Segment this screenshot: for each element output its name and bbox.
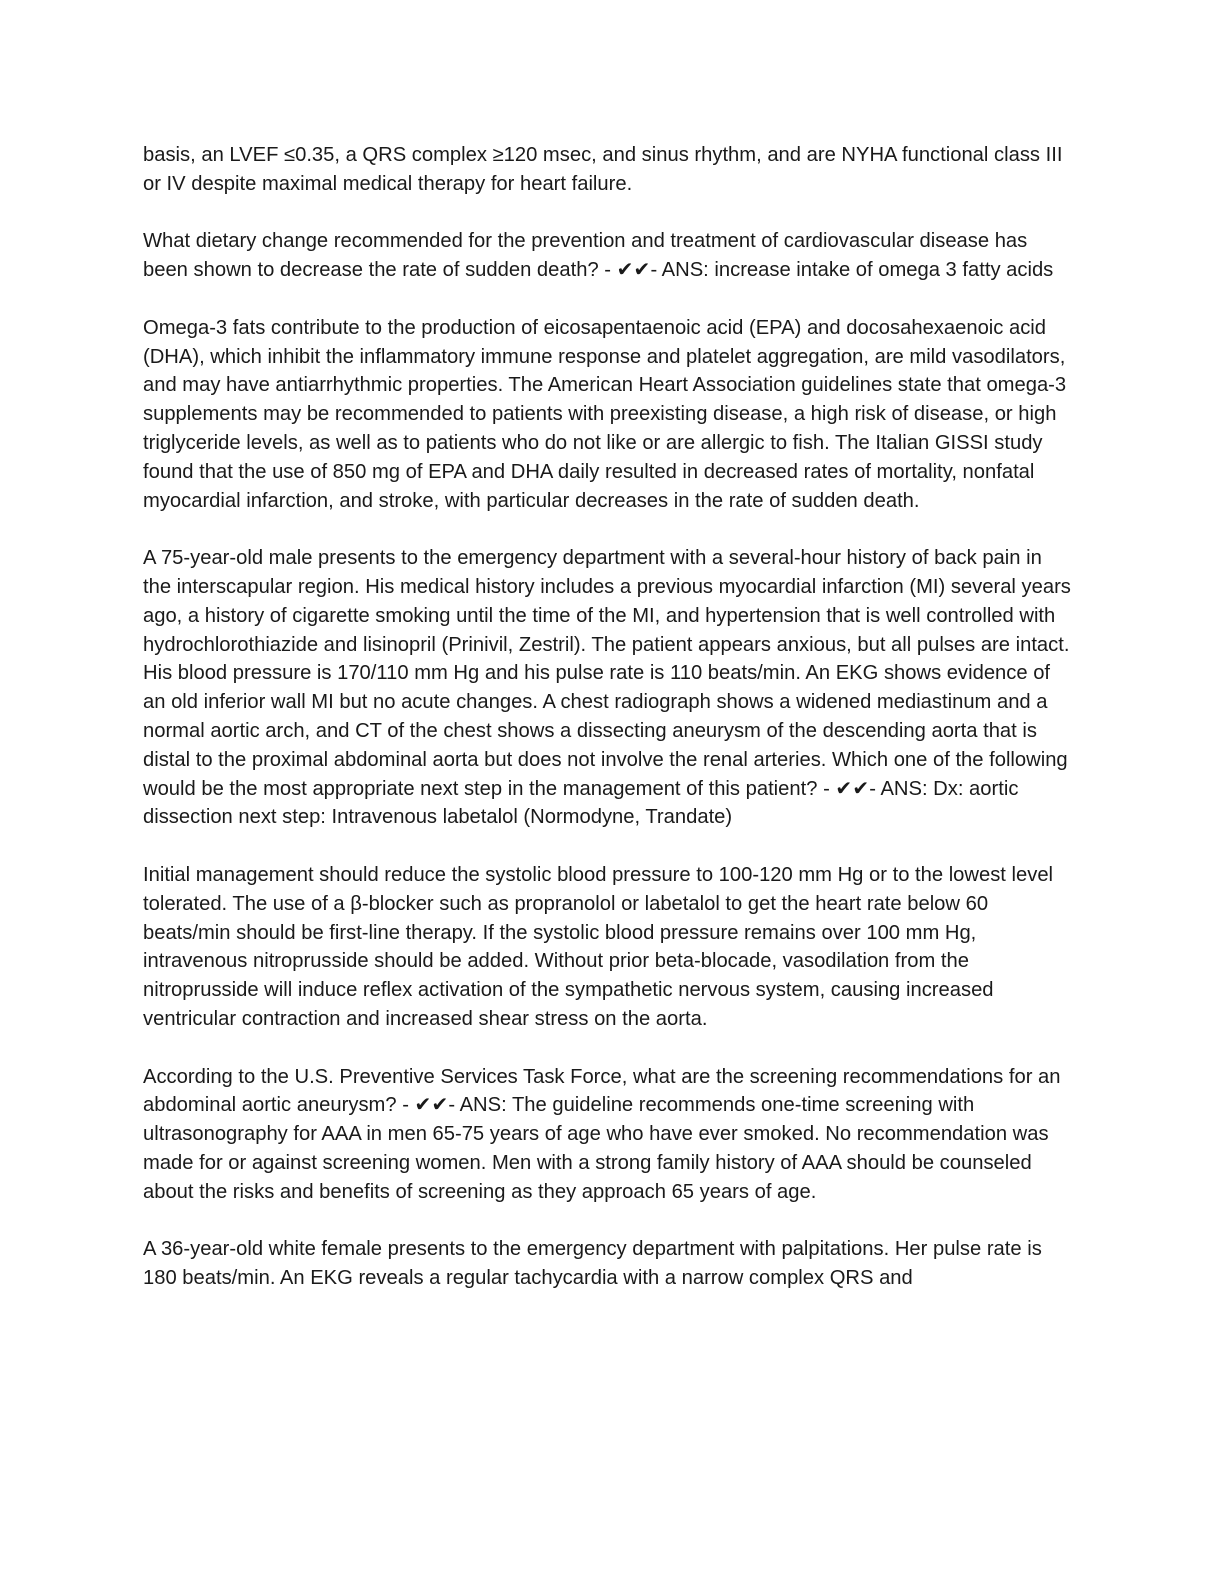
paragraph-question-palpitations: A 36-year-old white female presents to the emergency department with palpitations. Her pulse rate is 180 beats/min. An EKG reveals a regular tachycardia with a narrow complex QRS and: [143, 1238, 1042, 1290]
paragraph-omega3-explanation: Omega-3 fats contribute to the production of eicosapentaenoic acid (EPA) and docosahexaenoic acid (DHA), which inhibit the inflammatory immune response and platelet aggregation, are mild vasodilators, and may have antiarrhythmic properties. The American Heart Association guidelines state that omega-3 supplements may be recommended to patients with preexisting disease, a high risk of disease, or high triglyceride levels, as well as to patients who do not like or are allergic to fish. The Italian GISSI study found that the use of 850 mg of EPA and DHA daily resulted in decreased rates of mortality, nonfatal myocardial infarction, and stroke, with particular decreases in the rate of sudden death.: [143, 316, 1067, 512]
paragraph-aortic-dissection-management: Initial management should reduce the systolic blood pressure to 100-120 mm Hg or to the lowest level tolerated. The use of a β-blocker such as propranolol or labetalol to get the heart rate below 60 beats/min should be first-line therapy. If the systolic blood pressure remains over 100 mm Hg, intravenous nitroprusside should be added. Without prior beta-blocade, vasodilation from the nitroprusside will induce reflex activation of the sympathetic nervous system, causing increased ventricular contraction and increased shear stress on the aorta.: [143, 863, 1054, 1030]
document-body: [143, 141, 1073, 1293]
paragraph-question-aortic-dissection: A 75-year-old male presents to the emergency department with a several-hour history of back pain in the interscapular region. His medical history includes a previous myocardial infarction (MI) several years ago, a history of cigarette smoking until the time of the MI, and hypertension that is well controlled with hydrochlorothiazide and lisinopril (Prinivil, Zestril). The patient appears anxious, but all pulses are intact. His blood pressure is 170/110 mm Hg and his pulse rate is 110 beats/min. An EKG shows evidence of an old inferior wall MI but no acute changes. A chest radiograph shows a widened mediastinum and a normal aortic arch, and CT of the chest shows a dissecting aneurysm of the descending aorta that is distal to the proximal abdominal aorta but does not involve the renal arteries. Which one of the following would be the most appropriate next step in the management of this patient? - ✔✔- ANS: Dx: aortic dissection next step: Intravenous labetalol (Normodyne, Trandate): [143, 547, 1071, 829]
paragraph-crt-criteria-continuation: basis, an LVEF ≤0.35, a QRS complex ≥120 msec, and sinus rhythm, and are NYHA functional class III or IV despite maximal medical therapy for heart failure.: [143, 144, 1063, 195]
paragraph-question-omega3: What dietary change recommended for the prevention and treatment of cardiovascular disease has been shown to decrease the rate of sudden death? - ✔✔- ANS: increase intake of omega 3 fatty acids: [143, 230, 1054, 282]
paragraph-question-aaa-screening: According to the U.S. Preventive Services Task Force, what are the screening recommendations for an abdominal aortic aneurysm? - ✔✔- ANS: The guideline recommends one-time screening with ultrasonography for AAA in men 65-75 years of age who have ever smoked. No recommendation was made for or against screening women. Men with a strong family history of AAA should be counseled about the risks and benefits of screening as they approach 65 years of age.: [143, 1065, 1061, 1203]
